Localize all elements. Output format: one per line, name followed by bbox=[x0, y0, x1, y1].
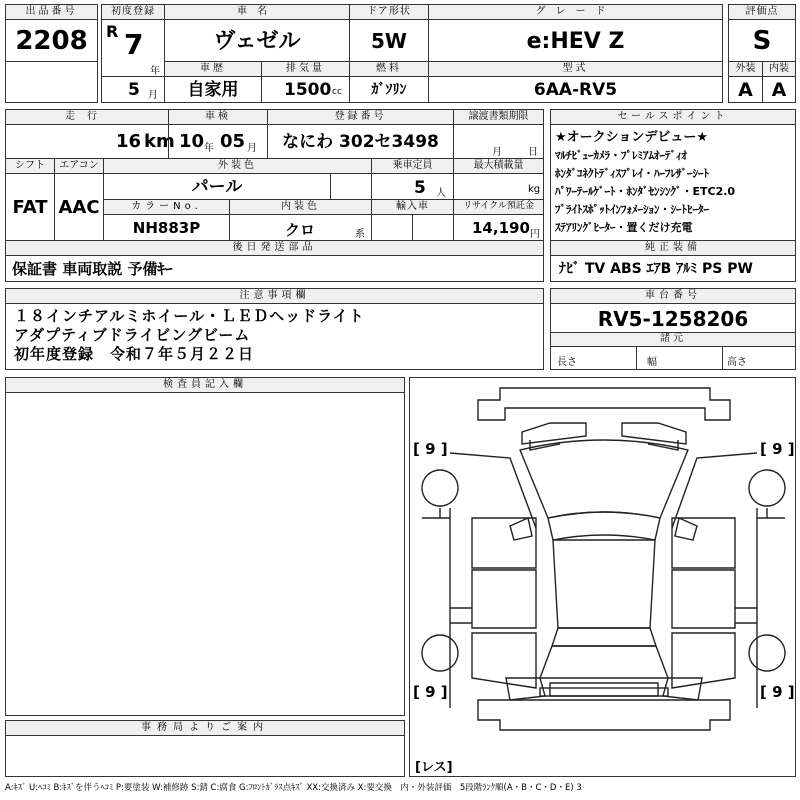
int-score: A bbox=[762, 76, 796, 103]
plate-label: 登録番号 bbox=[267, 109, 454, 125]
insp-month-unit: 月 bbox=[247, 143, 257, 154]
inspection-label: 車検 bbox=[168, 109, 268, 125]
score-label: 評価点 bbox=[728, 4, 796, 20]
color-value: パール bbox=[103, 173, 331, 200]
transfer-day-unit: 日 bbox=[528, 147, 538, 158]
model-code-label: 型式 bbox=[428, 61, 723, 77]
fuel-label: 燃料 bbox=[349, 61, 429, 77]
color-no-value: NH883P bbox=[103, 214, 230, 241]
ac-label: エアコン bbox=[54, 158, 104, 174]
inspection-cell bbox=[168, 124, 268, 159]
mileage-label: 走行 bbox=[5, 109, 169, 125]
tire-fl: 9 bbox=[425, 440, 436, 458]
notes-label: 注意事項欄 bbox=[5, 288, 544, 304]
inspector-area bbox=[5, 392, 405, 716]
year-unit: 年 bbox=[150, 66, 160, 77]
first-reg-month: 5 bbox=[128, 80, 140, 100]
first-reg-month-cell bbox=[101, 76, 165, 103]
fuel-value: ｶﾞｿﾘﾝ bbox=[349, 76, 429, 103]
width-label: 幅 bbox=[647, 357, 657, 368]
recycle-cell bbox=[453, 214, 544, 241]
selling-point-line: ﾏﾙﾁﾋﾞｭｰｶﾒﾗ・ﾌﾟﾚﾐｱﾑｵｰﾃﾞｨｵ bbox=[555, 149, 687, 162]
legend: A:ｷｽﾞ U:ﾍｺﾐ B:ｷｽﾞを伴うﾍｺﾐ P:要塗装 W:補修跡 S:錆 C:腐食 G:ﾌﾛﾝﾄｶﾞﾗｽ点ｷｽﾞ XX:交換済み X:要交換 内・外装評価 5段階ﾗﾝｸ順(A・B・C・D・E) 3 bbox=[5, 783, 582, 793]
mileage-value: 16 bbox=[116, 131, 142, 152]
car-diagram bbox=[409, 377, 796, 777]
car-name: ヴェゼル bbox=[164, 19, 350, 62]
displacement-cell bbox=[261, 76, 350, 103]
width-cell bbox=[636, 346, 723, 370]
color-extra bbox=[330, 173, 372, 200]
capacity-unit: 人 bbox=[436, 188, 446, 199]
tire-fr: 9 bbox=[772, 440, 783, 458]
mileage-cell bbox=[5, 124, 175, 159]
history-label: 車歴 bbox=[164, 61, 262, 77]
int-label: 内装 bbox=[762, 61, 796, 77]
door-label: ドア形状 bbox=[349, 4, 429, 20]
tire-rr: 9 bbox=[772, 683, 783, 701]
month-unit: 月 bbox=[148, 90, 158, 101]
insp-month: 05 bbox=[220, 131, 246, 152]
parts-value: 保証書 車両取説 予備ｷｰ bbox=[5, 255, 544, 282]
selling-point-line: ﾌﾞﾗｲﾄｽﾎﾟｯﾄｲﾝﾌｫﾒｰｼｮﾝ・ｼｰﾄﾋｰﾀｰ bbox=[555, 203, 709, 216]
transfer-month-unit: 月 bbox=[492, 147, 502, 158]
office-label: 事務局よりご案内 bbox=[5, 720, 405, 736]
parts-label: 後日発送部品 bbox=[5, 240, 544, 256]
ac-value: AAC bbox=[54, 173, 104, 241]
selling-points-box bbox=[550, 124, 796, 241]
equipment-label: 純正装備 bbox=[550, 240, 796, 256]
tire-fl-label: [ 9 ] bbox=[413, 440, 448, 458]
length-cell bbox=[550, 346, 637, 370]
transfer-cell bbox=[453, 124, 544, 159]
color-no-label: カラーNo. bbox=[103, 199, 230, 215]
door-value: 5W bbox=[349, 19, 429, 62]
car-diagram-svg bbox=[410, 378, 797, 778]
capacity-label: 乗車定員 bbox=[371, 158, 454, 174]
shift-label: シフト bbox=[5, 158, 55, 174]
insp-year: 10 bbox=[179, 131, 205, 152]
interior-color-cell bbox=[229, 214, 372, 241]
tire-fr-label: [ 9 ] bbox=[760, 440, 795, 458]
selling-point-line: ﾎﾝﾀﾞｺﾈｸﾄﾃﾞｨｽﾌﾟﾚｲ・ﾊｰﾌﾚｻﾞｰｼｰﾄ bbox=[555, 167, 709, 180]
ext-score: A bbox=[728, 76, 763, 103]
length-label: 長さ bbox=[557, 357, 577, 368]
inspector-label: 検査員記入欄 bbox=[5, 377, 405, 393]
first-reg-year: 7 bbox=[124, 28, 144, 61]
equipment-value: ﾅﾋﾞ TV ABS ｴｱB ｱﾙﾐ PS PW bbox=[550, 255, 796, 282]
displacement-unit: cc bbox=[332, 87, 342, 97]
mileage-unit: km bbox=[144, 131, 175, 152]
chassis-value: RV5-1258206 bbox=[550, 303, 796, 333]
selling-point-line: ｽﾃｱﾘﾝｸﾞﾋｰﾀｰ・置くだけ充電 bbox=[555, 221, 693, 234]
transfer-label: 譲渡書類期限 bbox=[453, 109, 544, 125]
lot-no: 2208 bbox=[5, 19, 98, 62]
tire-rl: 9 bbox=[425, 683, 436, 701]
note-line: １８インチアルミホイール・ＬＥＤヘッドライト bbox=[14, 307, 365, 325]
ext-label: 外装 bbox=[728, 61, 763, 77]
spare-label: [レス] bbox=[415, 760, 453, 775]
score-value: S bbox=[728, 19, 796, 62]
displacement-value: 1500 bbox=[284, 80, 332, 100]
shift-value: FAT bbox=[5, 173, 55, 241]
import-left bbox=[371, 214, 413, 241]
max-load-label: 最大積載量 bbox=[453, 158, 544, 174]
capacity-value: 5 bbox=[414, 178, 426, 198]
selling-points-label: セールスポイント bbox=[550, 109, 796, 125]
tire-rl-label: [ 9 ] bbox=[413, 683, 448, 701]
note-line: 初年度登録 令和７年５月２２日 bbox=[14, 345, 255, 363]
height-label: 高さ bbox=[727, 357, 747, 368]
chassis-label: 車台番号 bbox=[550, 288, 796, 304]
interior-unit: 系 bbox=[355, 229, 365, 240]
notes-box bbox=[5, 303, 544, 370]
spare-value: レス bbox=[420, 760, 447, 775]
lot-no-label: 出品番号 bbox=[5, 4, 98, 20]
selling-point-line: ★オークションデビュー★ bbox=[555, 130, 709, 145]
recycle-value: 14,190 bbox=[472, 219, 530, 237]
recycle-unit: 円 bbox=[530, 229, 540, 240]
interior-color-label: 内装色 bbox=[229, 199, 372, 215]
recycle-label: リサイクル預託金 bbox=[453, 199, 544, 215]
capacity-cell bbox=[371, 173, 454, 200]
grade-value: e:HEV Z bbox=[428, 19, 723, 62]
note-line: アダプティブドライビングビーム bbox=[14, 326, 251, 344]
max-load-unit: kg bbox=[528, 184, 541, 195]
grade-label: グレード bbox=[428, 4, 723, 20]
lot-no-blank bbox=[5, 61, 98, 103]
office-area bbox=[5, 735, 405, 777]
displacement-label: 排気量 bbox=[261, 61, 350, 77]
import-label: 輸入車 bbox=[371, 199, 454, 215]
height-cell bbox=[722, 346, 796, 370]
plate-value: なにわ 302セ3498 bbox=[267, 124, 454, 159]
interior-color-value: クロ bbox=[285, 221, 316, 239]
model-code-value: 6AA-RV5 bbox=[428, 76, 723, 103]
first-reg-year-cell bbox=[101, 19, 165, 77]
import-right bbox=[412, 214, 454, 241]
car-name-label: 車名 bbox=[164, 4, 350, 20]
specs-label: 諸元 bbox=[550, 332, 796, 347]
color-label: 外装色 bbox=[103, 158, 372, 174]
insp-year-unit: 年 bbox=[204, 143, 214, 154]
era: R bbox=[106, 22, 119, 41]
selling-point-line: ﾊﾟﾜｰﾃｰﾙｹﾞｰﾄ・ﾎﾝﾀﾞｾﾝｼﾝｸﾞ・ETC2.0 bbox=[555, 185, 736, 198]
tire-rr-label: [ 9 ] bbox=[760, 683, 795, 701]
max-load-cell bbox=[453, 173, 544, 200]
first-reg-label: 初度登録 bbox=[101, 4, 165, 20]
history-value: 自家用 bbox=[164, 76, 262, 103]
